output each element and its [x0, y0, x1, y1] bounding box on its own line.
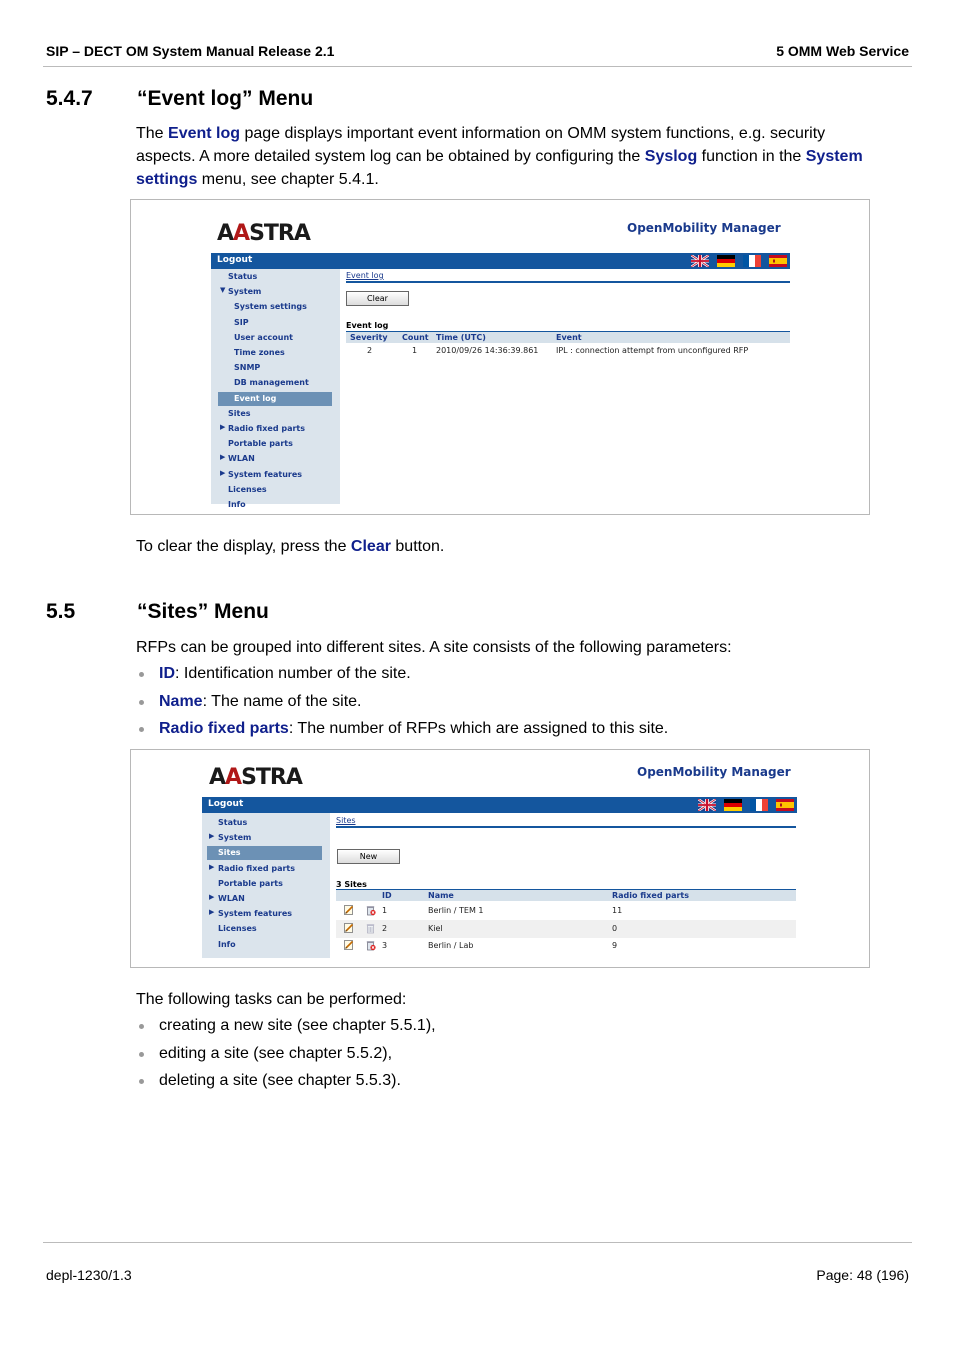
- cell-name: Berlin / TEM 1: [428, 906, 484, 915]
- table-header: [336, 889, 796, 901]
- logout-link[interactable]: Logout: [217, 255, 253, 265]
- title-underline: [346, 281, 790, 283]
- es-flag-icon[interactable]: [769, 255, 787, 267]
- table-row: [336, 937, 796, 955]
- sidebar-item-system-features[interactable]: System features: [218, 909, 293, 919]
- caret-right-icon[interactable]: ▶: [209, 832, 215, 841]
- de-flag-icon[interactable]: [724, 799, 742, 811]
- tasks-list: [136, 1016, 436, 1099]
- sidebar-menu: [211, 269, 340, 509]
- top-nav-bar: [211, 253, 790, 269]
- fr-flag-icon[interactable]: [750, 799, 768, 811]
- col-id: ID: [382, 891, 392, 900]
- sidebar-item-wlan[interactable]: WLAN: [228, 454, 255, 464]
- list-item: deleting a site (see chapter 5.5.3).: [136, 1071, 436, 1099]
- header-rule: [43, 66, 912, 67]
- running-header-chapter: 5 OMM Web Service: [776, 43, 909, 59]
- aastra-logo: AASTRA: [217, 221, 310, 246]
- sites-parameter-list: [136, 664, 668, 747]
- sidebar-item-db-management[interactable]: DB management: [234, 378, 309, 388]
- cell-rfps: 0: [612, 923, 618, 933]
- cell-rfps: 11: [612, 906, 623, 915]
- sidebar-item-system-settings[interactable]: System settings: [234, 302, 307, 312]
- cell-id: 3: [382, 941, 388, 950]
- caret-right-icon[interactable]: ▶: [220, 468, 226, 477]
- sidebar-item-system-features[interactable]: System features: [228, 469, 303, 479]
- list-item: ID: Identification number of the site.: [136, 664, 668, 692]
- uk-flag-icon[interactable]: [691, 255, 709, 267]
- col-rfps: Radio fixed parts: [612, 891, 689, 900]
- sidebar-item-sites[interactable]: Sites: [228, 408, 251, 418]
- page-title: Event log: [346, 271, 384, 280]
- language-flags: [698, 799, 794, 811]
- cell-id: 1: [382, 906, 388, 915]
- sidebar-item-event-log[interactable]: Event log: [234, 393, 277, 403]
- sidebar-item-sites[interactable]: Sites: [218, 848, 241, 858]
- sidebar-item-user-account[interactable]: User account: [234, 332, 294, 342]
- sidebar-item-status[interactable]: Status: [218, 818, 248, 827]
- sidebar-item-wlan[interactable]: WLAN: [218, 894, 245, 903]
- product-name: OpenMobility Manager: [637, 765, 791, 779]
- cell-name: Berlin / Lab: [428, 941, 474, 950]
- event-log-content: [346, 271, 791, 391]
- sidebar-item-system[interactable]: System: [218, 833, 252, 843]
- col-count: Count: [402, 333, 429, 342]
- sidebar-item-system[interactable]: System: [228, 287, 262, 297]
- sites-intro: RFPs can be grouped into different sites. A site consists of the following parameters:: [136, 639, 732, 656]
- aastra-logo: AASTRA: [209, 765, 302, 790]
- sidebar-item-radio-fixed-parts[interactable]: Radio fixed parts: [218, 863, 295, 873]
- sidebar-menu: [202, 813, 330, 958]
- uk-flag-icon[interactable]: [698, 799, 716, 811]
- sites-content: [336, 816, 797, 956]
- page-title: Sites: [336, 816, 356, 825]
- caret-right-icon[interactable]: ▶: [220, 453, 226, 462]
- list-item: creating a new site (see chapter 5.5.1),: [136, 1016, 436, 1044]
- caret-right-icon[interactable]: ▶: [209, 908, 215, 917]
- sites-screenshot: [130, 749, 870, 968]
- caret-right-icon[interactable]: ▶: [209, 893, 215, 901]
- section-heading-event-log: 5.4.7 “Event log” Menu: [46, 87, 314, 110]
- table-title: Event log: [346, 321, 389, 330]
- sidebar-item-radio-fixed-parts[interactable]: Radio fixed parts: [228, 424, 305, 433]
- sidebar-item-status[interactable]: Status: [228, 272, 258, 281]
- es-flag-icon[interactable]: [776, 799, 794, 811]
- sidebar-item-snmp[interactable]: SNMP: [234, 363, 261, 373]
- product-name: OpenMobility Manager: [627, 221, 781, 235]
- caret-down-icon[interactable]: ▼: [220, 286, 226, 295]
- sidebar-item-time-zones[interactable]: Time zones: [234, 348, 285, 357]
- table-row: [336, 920, 796, 938]
- caret-right-icon[interactable]: ▶: [220, 423, 226, 431]
- cell-id: 2: [382, 923, 388, 933]
- sidebar-item-licenses[interactable]: Licenses: [228, 484, 267, 494]
- logout-link[interactable]: Logout: [208, 799, 244, 809]
- clear-button[interactable]: Clear: [346, 291, 409, 306]
- sidebar-item-info[interactable]: Info: [228, 500, 246, 509]
- col-severity: Severity: [350, 333, 388, 342]
- caret-right-icon[interactable]: ▶: [209, 862, 215, 871]
- footer-rule: [43, 1242, 912, 1243]
- sidebar-item-licenses[interactable]: Licenses: [218, 924, 257, 934]
- event-log-description: The Event log page displays important event information on OMM system functions, e.g. security aspects. A more detailed system log can be obtained by configuring the Syslog function in the System settings menu, see chapter 5.4.1.: [136, 125, 863, 188]
- document-id: depl-1230/1.3: [46, 1267, 132, 1283]
- sidebar-item-portable-parts[interactable]: Portable parts: [228, 439, 293, 449]
- clear-instruction: To clear the display, press the Clear button.: [136, 538, 445, 555]
- language-flags: [691, 255, 787, 267]
- de-flag-icon[interactable]: [717, 255, 735, 267]
- new-site-button[interactable]: New: [337, 849, 400, 864]
- list-item: Name: The name of the site.: [136, 692, 668, 720]
- table-title: 3 Sites: [336, 880, 367, 889]
- running-header-title: SIP – DECT OM System Manual Release 2.1: [46, 43, 335, 59]
- event-log-screenshot: [130, 199, 870, 515]
- sidebar-item-info[interactable]: Info: [218, 939, 236, 949]
- table-row: 2 1 2010/09/26 14:36:39.861 IPL : connection attempt from unconfigured RFP: [367, 346, 749, 355]
- cell-rfps: 9: [612, 941, 618, 950]
- cell-name: Kiel: [428, 923, 443, 933]
- list-item: editing a site (see chapter 5.5.2),: [136, 1044, 436, 1072]
- col-event: Event: [556, 333, 582, 342]
- col-time: Time (UTC): [436, 333, 486, 342]
- table-header: [346, 331, 790, 343]
- tasks-intro: The following tasks can be performed:: [136, 991, 407, 1008]
- sidebar-item-portable-parts[interactable]: Portable parts: [218, 878, 283, 888]
- col-name: Name: [428, 891, 454, 900]
- table-row: [336, 902, 796, 920]
- fr-flag-icon[interactable]: [743, 255, 761, 267]
- top-nav-bar: [202, 797, 797, 813]
- title-underline: [336, 826, 796, 828]
- sidebar-item-sip[interactable]: SIP: [234, 317, 249, 327]
- section-heading-sites: 5.5 “Sites” Menu: [46, 600, 269, 623]
- list-item: Radio fixed parts: The number of RFPs which are assigned to this site.: [136, 719, 668, 747]
- page-number: Page: 48 (196): [816, 1267, 909, 1283]
